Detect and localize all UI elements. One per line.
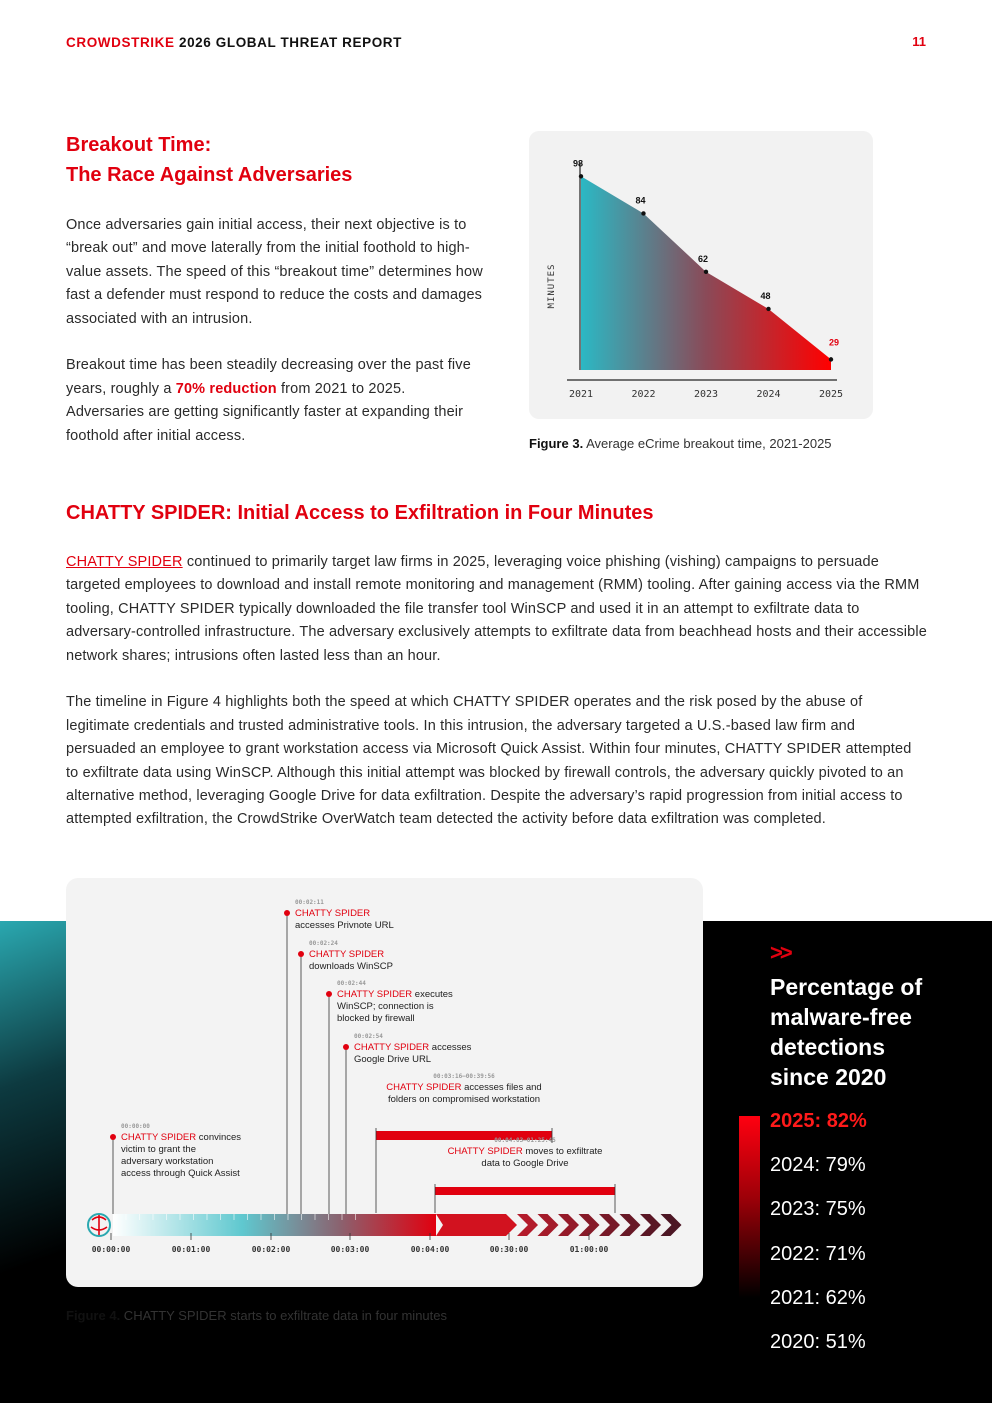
chevron-right-icon [538,1214,559,1236]
breakout-heading [66,130,352,190]
breakout-p2-start: Breakout time has been steadily decreasing over the past five years, roughly a [66,357,471,397]
chatty-paragraph-2: The timeline in Figure 4 highlights both the speed at which CHATTY SPIDER operates and the risk posed by the abuse of legitimate credentials and trusted administrative tools. In this intrusion, the adversary targeted a U.S.-based law firm and persuaded an employee to grant workstation access via Microsoft Quick Assist. Within four minutes, CHATTY SPIDER attempted to exfiltrate data using WinSCP. Although this initial attempt was blocked by firewall controls, the adversary quickly pivoted to an alternative method, leveraging Google Drive for data exfiltration. Despite the adversary’s rapid progression from initial access to attempted exfiltration, the CrowdStrike OverWatch team detected the activity before data exfiltration was completed. [66,694,912,828]
sidebar-title [770,972,970,1092]
timeline-tick-label: 01:00:00 [569,1245,609,1254]
event-description: downloads WinSCP [309,961,393,972]
breakout-paragraph-1: Once adversaries gain initial access, their next objective is to “break out” and move laterally from the initial foothold to high-value assets. The speed of this “breakout time” determines how fast a defender must respond to reduce the costs and damages associated with an intrusion. [66,217,483,327]
spider-icon [343,1044,349,1050]
timeline-tick-label: 00:04:00 [410,1245,450,1254]
spider-icon [298,951,304,957]
event-timestamp: 00:00:00 [121,1123,150,1130]
chevron-right-icon [661,1214,682,1236]
breakout-paragraph-2 [66,354,486,448]
figure4-label: Figure 4. [66,1308,121,1323]
stat-2020: 2020: 51% [770,1331,866,1353]
stat-2021: 2021: 62% [770,1287,866,1309]
data-label: 62 [698,253,709,264]
event-timestamp: 00:02:11 [295,899,324,906]
breakout-heading-line1: Breakout Time: [66,134,212,156]
data-label: 84 [635,195,646,206]
breakout-body [66,214,486,448]
stat-2022: 2022: 71% [770,1243,866,1265]
figure4-caption [66,1308,447,1323]
figure4-text: CHATTY SPIDER starts to exfiltrate data in four minutes [120,1308,447,1323]
page-number: 11 [912,34,926,49]
event-label: CHATTY SPIDER moves to exfiltrate [447,1146,603,1157]
data-label: 48 [760,290,771,301]
timeline-arrow-segment [436,1214,517,1236]
breakout-chart-card [529,131,873,419]
timeline-tick-label: 00:03:00 [330,1245,370,1254]
timeline-tick-label: 00:01:00 [171,1245,211,1254]
event-label: CHATTY SPIDER [309,949,385,960]
breakout-p2-end: from 2021 to 2025. Adversaries are getting significantly faster at expanding their foothold after initial access. [66,380,464,444]
data-point [641,211,645,215]
event-label: CHATTY SPIDER accesses files and [386,1082,542,1093]
timeline-chevrons [517,1214,682,1236]
event-timestamp: 00:02:54 [354,1033,383,1040]
timeline-diagram [66,878,703,1287]
reduction-highlight: 70% reduction [175,380,277,397]
data-point [829,357,833,361]
breakout-area-chart [529,131,873,419]
event-description: access through Quick Assist [121,1168,240,1179]
timeline-tick-label: 00:00:00 [91,1245,131,1254]
chevron-right-icon [558,1214,579,1236]
sidebar-title-line: malware-free [770,1004,912,1030]
timeline-card [66,878,703,1287]
figure3-caption [529,436,832,451]
timeline-tick-label: 00:30:00 [489,1245,529,1254]
chevron-right-icon [620,1214,641,1236]
x-tick-label: 2024 [756,389,781,400]
event-label: CHATTY SPIDER accesses [354,1042,472,1053]
figure3-label: Figure 3. [529,436,584,451]
report-title [66,35,402,50]
data-point [579,174,583,178]
spider-icon [110,1134,116,1140]
exfiltration-duration-bar [435,1187,615,1195]
event-timestamp: 00:02:44 [337,980,366,987]
chatty-p1-rest: continued to primarily target law firms in 2025, leveraging voice phishing (vishing) campaigns to persuade targeted employees to download and install remote monitoring and management (RMM) tooling. After gaining access via the RMM tooling, CHATTY SPIDER typically downloaded the file transfer tool WinSCP and used it in an attempt to exfiltrate data to adversary-controlled infrastructure. The adversary exclusively attempts to exfiltrate data from beachhead hosts and their accessible network shares; intrusions often lasted less than an hour. [66,554,927,664]
breakout-heading-line2: The Race Against Adversaries [66,164,353,186]
figure3-text: Average eCrime breakout time, 2021-2025 [583,436,832,451]
event-timestamp: 00:04:03–01:25:45 [494,1137,556,1144]
chevron-right-icon [517,1214,538,1236]
brand-name: CROWDSTRIKE [66,35,175,50]
event-description: adversary workstation [121,1156,214,1167]
stat-2023: 2023: 75% [770,1198,866,1220]
stat-2024: 2024: 79% [770,1154,866,1176]
event-description: WinSCP; connection is [337,1001,434,1012]
x-tick-label: 2022 [631,389,656,400]
event-label: CHATTY SPIDER convinces [121,1132,242,1143]
event-description: folders on compromised workstation [387,1094,541,1105]
data-point [766,307,770,311]
report-name: 2026 GLOBAL THREAT REPORT [174,35,402,50]
chevron-right-icon: >> [770,940,790,965]
timeline-tick-label: 00:02:00 [251,1245,291,1254]
x-tick-label: 2023 [693,389,719,400]
data-label: 29 [829,337,840,348]
event-description: Google Drive URL [354,1054,432,1065]
sidebar-title-line: detections [770,1034,886,1060]
x-tick-label: 2025 [818,389,844,400]
page-header [66,34,926,54]
event-label: CHATTY SPIDER executes [337,989,453,1000]
data-label: 98 [573,158,584,169]
event-label: CHATTY SPIDER [295,908,371,919]
spider-icon [326,991,332,997]
x-tick-label: 2021 [568,389,594,400]
chatty-paragraph-1 [66,551,928,668]
event-timestamp: 00:02:24 [309,940,338,947]
chevron-right-icon [579,1214,600,1236]
event-description: data to Google Drive [481,1158,569,1169]
chevron-right-icon [640,1214,661,1236]
y-axis-label: MINUTES [547,263,557,309]
event-timestamp: 00:03:16–00:39:56 [433,1073,495,1080]
sidebar-title-line: Percentage of [770,974,923,1000]
sidebar-gradient-bar [739,1116,760,1298]
chatty-body [66,551,928,832]
event-description: victim to grant the [121,1144,196,1155]
stat-2025: 2025: 82% [770,1110,867,1132]
event-description: accesses Privnote URL [295,920,394,931]
sidebar-title-line: since 2020 [770,1064,887,1090]
chatty-spider-link[interactable]: CHATTY SPIDER [66,554,183,570]
spider-icon [284,910,290,916]
chatty-heading: CHATTY SPIDER: Initial Access to Exfiltration in Four Minutes [66,502,654,524]
event-description: blocked by firewall [337,1013,415,1024]
brain-icon [88,1214,110,1236]
data-point [704,270,708,274]
chevron-right-icon [599,1214,620,1236]
